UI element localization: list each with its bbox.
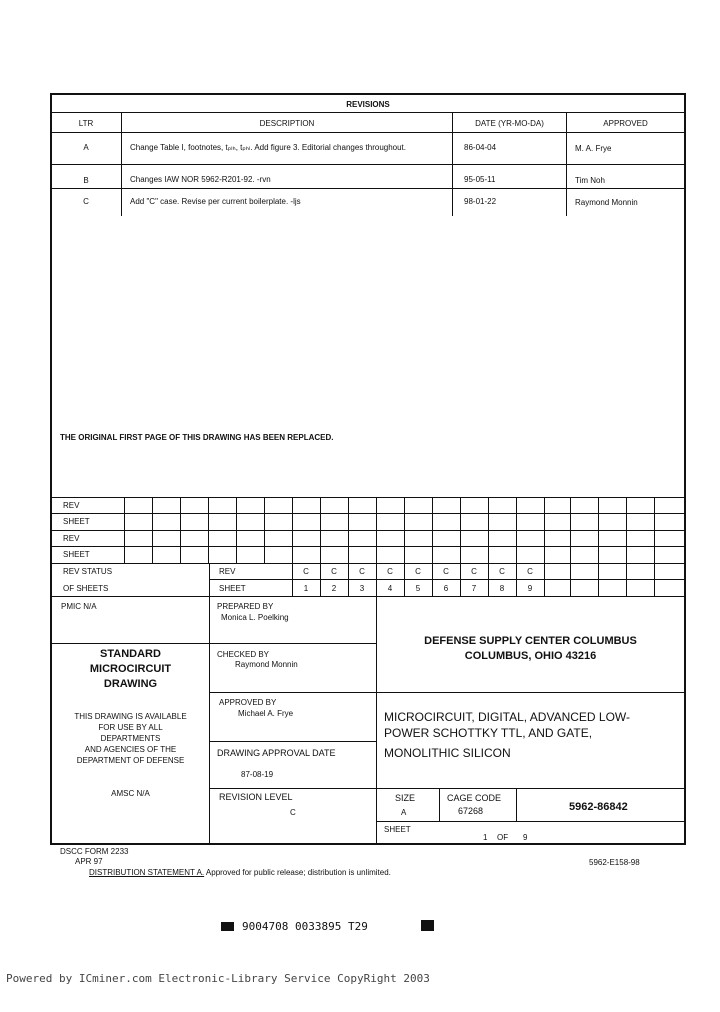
part-title-1: MICROCIRCUIT, DIGITAL, ADVANCED LOW- — [384, 710, 631, 724]
approval-date-value: 87-08-19 — [241, 770, 274, 779]
form-date: APR 97 — [75, 857, 103, 866]
right-line-1 — [376, 692, 684, 693]
header-description: DESCRIPTION — [259, 119, 315, 128]
rev-line-2 — [51, 132, 684, 133]
grid-col-17 — [570, 497, 571, 563]
rev-row-c-date: 98-01-22 — [464, 197, 497, 206]
grid-sheet-label-1: SHEET — [63, 517, 90, 526]
mid-line-3 — [209, 741, 376, 742]
availability-2: FOR USE BY ALL — [98, 723, 163, 732]
grid-col-20 — [654, 497, 655, 563]
checked-label: CHECKED BY — [217, 650, 270, 659]
sheet-label: SHEET — [384, 825, 411, 834]
status-line-bottom — [51, 596, 684, 597]
rev-row-c-ltr: C — [83, 197, 89, 206]
grid-col-2 — [152, 497, 153, 563]
agency-line-2: COLUMBUS, OHIO 43216 — [464, 650, 597, 662]
distribution-text: Approved for public release; distribution is unlimited. — [204, 868, 391, 877]
rev-row-b-desc: Changes IAW NOR 5962-R201-92. -rvn — [130, 175, 271, 184]
rev-row-a-approved: M. A. Frye — [575, 144, 612, 153]
grid-line-1 — [51, 513, 684, 514]
status-sheet-4: 4 — [387, 584, 393, 593]
rev-row-b-approved: Tim Noh — [575, 176, 605, 185]
rev-row-c-desc: Add "C" case. Revise per current boilerplate. -ljs — [130, 197, 301, 206]
header-ltr: LTR — [78, 119, 94, 128]
status-rev-7: C — [471, 567, 477, 576]
status-col-extra-4 — [654, 563, 655, 596]
status-col-left — [209, 563, 210, 596]
status-rev-5: C — [415, 567, 421, 576]
grid-col-1 — [124, 497, 125, 563]
status-col-extra-2 — [598, 563, 599, 596]
status-rev-9: C — [527, 567, 533, 576]
rev-row-a-ltr: A — [83, 143, 89, 152]
grid-col-11 — [404, 497, 405, 563]
grid-col-15 — [516, 497, 517, 563]
status-sheet-1: 1 — [303, 584, 309, 593]
approved-by-label: APPROVED BY — [219, 698, 277, 707]
checked-name: Raymond Monnin — [235, 660, 298, 669]
grid-col-12 — [432, 497, 433, 563]
grid-col-7 — [292, 497, 293, 563]
approval-date-label: DRAWING APPROVAL DATE — [217, 748, 336, 758]
size-value: A — [401, 808, 407, 817]
revision-level-value: C — [290, 808, 296, 817]
status-rev-label: REV — [219, 567, 236, 576]
status-col-end — [544, 563, 545, 596]
availability-5: DEPARTMENT OF DEFENSE — [76, 756, 185, 765]
status-sheet-8: 8 — [499, 584, 505, 593]
size-label: SIZE — [395, 793, 416, 803]
status-col-extra-1 — [570, 563, 571, 596]
grid-col-8 — [320, 497, 321, 563]
rev-status-label: REV STATUS — [63, 567, 113, 576]
status-rev-2: C — [331, 567, 337, 576]
barcode-block-left — [221, 922, 234, 931]
rev-row-b-ltr: B — [83, 176, 89, 185]
revision-level-label: REVISION LEVEL — [219, 792, 293, 802]
of-sheets-label: OF SHEETS — [63, 584, 109, 593]
status-rev-1: C — [303, 567, 309, 576]
status-rev-3: C — [359, 567, 365, 576]
sheet-total: 9 — [523, 833, 528, 842]
std-title-3: DRAWING — [103, 678, 158, 690]
availability-3: DEPARTMENTS — [100, 734, 161, 743]
sheet-of-label: OF — [497, 833, 509, 842]
status-sheet-7: 7 — [471, 584, 477, 593]
status-rev-6: C — [443, 567, 449, 576]
right-line-3 — [376, 821, 684, 822]
part-title-2: POWER SCHOTTKY TTL, AND GATE, — [384, 726, 593, 740]
left-line-std — [51, 643, 209, 644]
grid-line-2 — [51, 530, 684, 531]
grid-line-top — [51, 497, 684, 498]
drawing-number: 5962-86842 — [569, 801, 628, 813]
mid-line-1 — [209, 643, 376, 644]
status-line-mid — [209, 579, 684, 580]
status-rev-8: C — [499, 567, 505, 576]
status-sheet-5: 5 — [415, 584, 421, 593]
grid-col-5 — [236, 497, 237, 563]
status-sheet-9: 9 — [527, 584, 533, 593]
right-col-size — [439, 788, 440, 821]
grid-rev-label-1: REV — [63, 501, 80, 510]
grid-rev-label-2: REV — [63, 534, 80, 543]
grid-col-14 — [488, 497, 489, 563]
rev-row-line-b — [51, 188, 684, 189]
status-sheet-3: 3 — [359, 584, 365, 593]
grid-col-16 — [544, 497, 545, 563]
replaced-notice: THE ORIGINAL FIRST PAGE OF THIS DRAWING HAS BEEN REPLACED. — [60, 433, 334, 442]
grid-col-9 — [348, 497, 349, 563]
pmic-label: PMIC N/A — [61, 602, 97, 611]
cage-label: CAGE CODE — [447, 793, 502, 803]
grid-col-6 — [264, 497, 265, 563]
agency-line-1: DEFENSE SUPPLY CENTER COLUMBUS — [424, 635, 637, 647]
distribution-label: DISTRIBUTION STATEMENT A. — [89, 868, 205, 877]
status-sheet-2: 2 — [331, 584, 337, 593]
rev-row-a-desc: Change Table I, footnotes, tₚₗₕ, tₚₕₗ. Add figure 3. Editorial changes throughout. — [130, 143, 407, 152]
availability-1: THIS DRAWING IS AVAILABLE — [74, 712, 187, 721]
doc-code: 5962-E158-98 — [589, 858, 640, 867]
status-rev-4: C — [387, 567, 393, 576]
header-approved: APPROVED — [603, 119, 648, 128]
cage-value: 67268 — [458, 806, 484, 816]
grid-col-3 — [180, 497, 181, 563]
grid-col-19 — [626, 497, 627, 563]
approved-by-name: Michael A. Frye — [238, 709, 294, 718]
grid-col-10 — [376, 497, 377, 563]
right-col-cage — [516, 788, 517, 821]
mid-line-2 — [209, 692, 376, 693]
grid-sheet-label-2: SHEET — [63, 550, 90, 559]
prepared-label: PREPARED BY — [217, 602, 274, 611]
sheet-number: 1 — [483, 833, 488, 842]
status-sheet-label: SHEET — [219, 584, 246, 593]
std-title-2: MICROCIRCUIT — [89, 663, 172, 675]
status-sheet-6: 6 — [443, 584, 449, 593]
lower-col-1 — [209, 596, 210, 843]
rev-row-b-date: 95-05-11 — [464, 175, 496, 184]
prepared-name: Monica L. Poelking — [221, 613, 289, 622]
header-date: DATE (YR-MO-DA) — [475, 119, 544, 128]
mid-line-4 — [209, 788, 376, 789]
rev-row-c-approved: Raymond Monnin — [575, 198, 638, 207]
barcode-block-right — [421, 920, 434, 931]
rev-row-line-a — [51, 164, 684, 165]
form-number: DSCC FORM 2233 — [60, 847, 129, 856]
footer-copyright: Powered by ICminer.com Electronic-Library Service CopyRight 2003 — [6, 972, 430, 985]
grid-col-18 — [598, 497, 599, 563]
rev-row-a-date: 86-04-04 — [464, 143, 497, 152]
part-title-3: MONOLITHIC SILICON — [384, 746, 511, 760]
grid-line-3 — [51, 546, 684, 547]
std-title-1: STANDARD — [100, 648, 161, 660]
rev-line-1 — [51, 112, 684, 113]
grid-line-4 — [51, 563, 684, 564]
revisions-title: REVISIONS — [346, 100, 390, 109]
distribution-statement — [89, 868, 391, 878]
amsc-label: AMSC N/A — [111, 789, 150, 798]
barcode-text: 9004708 0033895 T29 — [242, 920, 368, 933]
right-line-2 — [376, 788, 684, 789]
grid-col-13 — [460, 497, 461, 563]
grid-col-4 — [208, 497, 209, 563]
status-col-extra-3 — [626, 563, 627, 596]
availability-4: AND AGENCIES OF THE — [84, 745, 177, 754]
